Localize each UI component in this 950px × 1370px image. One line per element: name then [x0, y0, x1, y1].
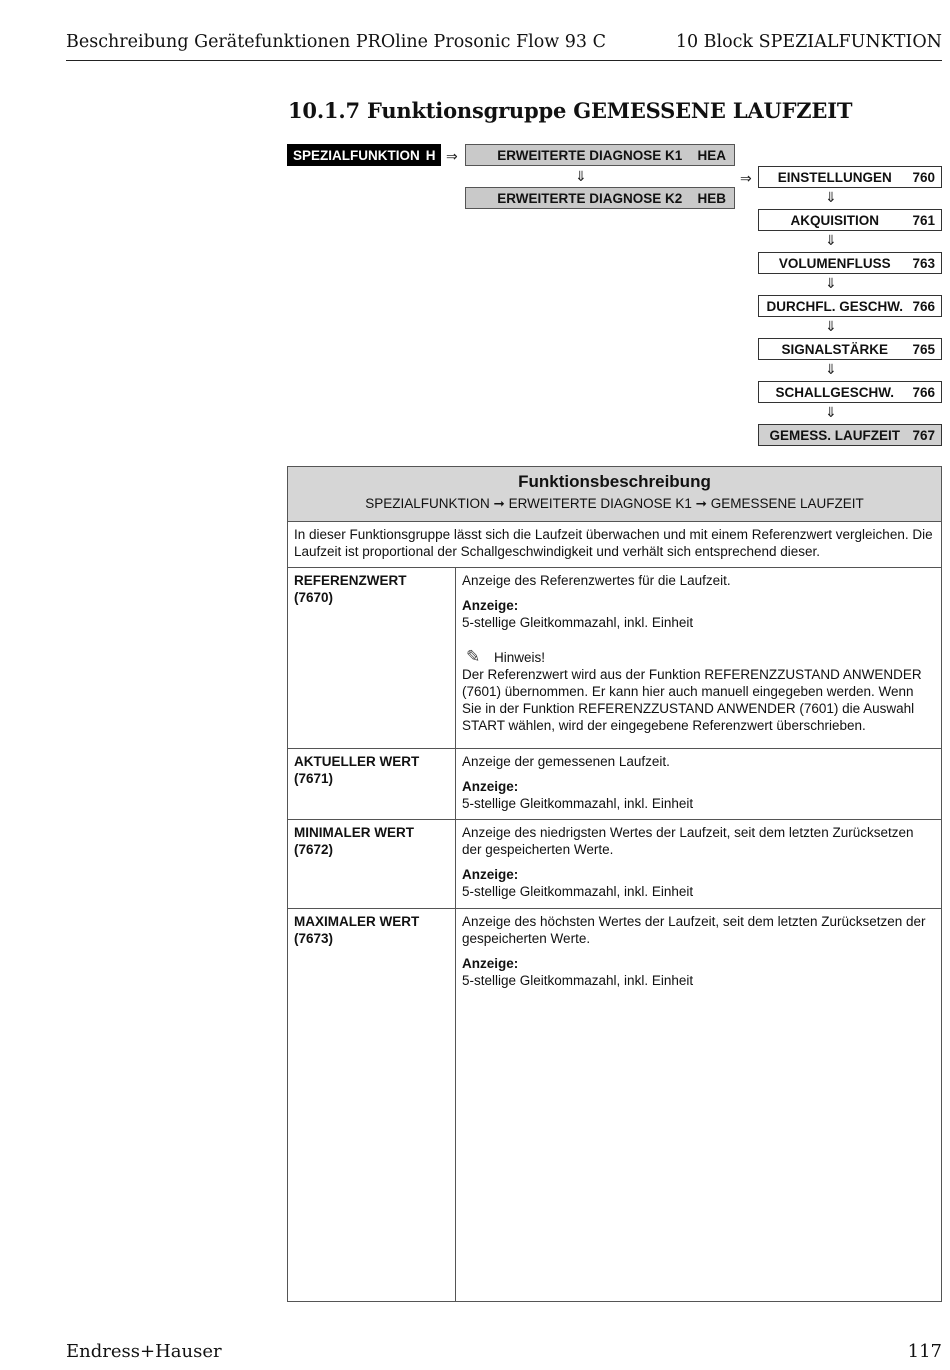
page-number: 117: [907, 1341, 942, 1362]
diagram-group-label: ERWEITERTE DIAGNOSE K2: [497, 190, 683, 206]
anzeige-value: 5-stellige Gleitkommazahl, inkl. Einheit: [462, 884, 694, 899]
function-name: MAXIMALER WERT: [294, 914, 420, 929]
anzeige-value: 5-stellige Gleitkommazahl, inkl. Einheit: [462, 973, 694, 988]
function-description-table: [287, 466, 942, 1302]
diagram-root-code: H: [425, 147, 436, 163]
table-title: Funktionsbeschreibung: [518, 472, 711, 491]
function-code: (7672): [294, 842, 334, 857]
diagram-group-code: HEA: [697, 147, 726, 163]
diagram-function-label: SIGNALSTÄRKE: [781, 341, 888, 357]
function-name-cell: [288, 909, 456, 1301]
diagram-function-box: [758, 295, 942, 317]
function-desc: Anzeige des niedrigsten Wertes der Laufzeit, seit dem letzten Zurücksetzen der gespeicherten Werte.: [462, 825, 914, 857]
table-row: [288, 820, 941, 909]
note-title: Hinweis!: [494, 650, 546, 665]
diagram-function-label: VOLUMENFLUSS: [778, 255, 891, 271]
running-header-chapter: 10 Block SPEZIALFUNKTION: [675, 32, 942, 52]
function-desc-cell: [456, 749, 941, 819]
note-text: Der Referenzwert wird aus der Funktion REFERENZZUSTAND ANWENDER (7601) übernommen. Er kann hier auch manuell eingegeben werden. Wenn Sie in der Funktion REFERENZZUSTAND ANWENDER (7601) die Auswahl START wählen, wird der eingegebene Referenzwert überschrieben.: [462, 667, 922, 733]
arrow-right-icon: ⇒: [446, 148, 458, 164]
diagram-function-code: 763: [912, 255, 935, 271]
footer-brand: Endress+Hauser: [66, 1341, 222, 1362]
diagram-function-label: EINSTELLUNGEN: [777, 169, 892, 185]
path-segment: ERWEITERTE DIAGNOSE K1: [508, 496, 692, 511]
diagram-root-box: [287, 144, 441, 166]
diagram-function-label: AKQUISITION: [790, 212, 879, 228]
diagram-function-label: DURCHFL. GESCHW.: [766, 298, 903, 314]
anzeige-label: Anzeige:: [462, 598, 519, 613]
diagram-function-code: 766: [912, 298, 935, 314]
diagram-function-code: 765: [912, 341, 935, 357]
anzeige-label: Anzeige:: [462, 779, 519, 794]
function-desc-cell: [456, 568, 941, 748]
table-path: [288, 496, 941, 512]
pencil-note-icon: ✎: [466, 647, 481, 666]
function-desc: Anzeige des Referenzwertes für die Laufzeit.: [462, 573, 731, 588]
table-row: [288, 749, 941, 820]
table-row: [288, 909, 941, 1301]
diagram-group-label: ERWEITERTE DIAGNOSE K1: [497, 147, 683, 163]
diagram-root-label: SPEZIALFUNKTION: [293, 147, 420, 163]
table-intro: In dieser Funktionsgruppe lässt sich die Laufzeit überwachen und mit einem Referenzwert vergleichen. Die Laufzeit ist proportional der Schallgeschwindigkeit und verhält sich entsprechend dieser.: [288, 522, 941, 568]
diagram-function-box: [758, 166, 942, 188]
diagram-function-box: [758, 338, 942, 360]
diagram-function-label: SCHALLGESCHW.: [775, 384, 894, 400]
path-segment: SPEZIALFUNKTION: [365, 496, 490, 511]
anzeige-label: Anzeige:: [462, 867, 519, 882]
section-title: 10.1.7 Funktionsgruppe GEMESSENE LAUFZEIT: [288, 98, 853, 123]
arrow-right-icon: ⇒: [740, 170, 752, 186]
function-desc: Anzeige des höchsten Wertes der Laufzeit, seit dem letzten Zurücksetzen der gespeicherten Werte.: [462, 914, 926, 946]
anzeige-label: Anzeige:: [462, 956, 519, 971]
diagram-function-box: [758, 252, 942, 274]
arrow-down-icon: ⇓: [825, 318, 837, 334]
function-name-cell: [288, 820, 456, 908]
function-desc: Anzeige der gemessenen Laufzeit.: [462, 754, 670, 769]
running-header-title: Beschreibung Gerätefunktionen PROline Prosonic Flow 93 C: [66, 32, 607, 52]
function-name-cell: [288, 749, 456, 819]
diagram-function-code: 760: [912, 169, 935, 185]
diagram-group-box: [465, 187, 735, 209]
path-segment: GEMESSENE LAUFZEIT: [710, 496, 864, 511]
diagram-function-code: 761: [912, 212, 935, 228]
header-rule: [66, 60, 942, 61]
arrow-down-icon: ⇓: [825, 275, 837, 291]
arrow-down-icon: ⇓: [825, 189, 837, 205]
diagram-function-box: [758, 381, 942, 403]
function-code: (7673): [294, 931, 334, 946]
function-name-cell: [288, 568, 456, 748]
diagram-group-code: HEB: [697, 190, 726, 206]
path-separator-icon: ➞: [493, 496, 505, 511]
diagram-function-code: 766: [912, 384, 935, 400]
arrow-down-icon: ⇓: [825, 404, 837, 420]
diagram-function-box: [758, 209, 942, 231]
function-name: AKTUELLER WERT: [294, 754, 420, 769]
diagram-function-box-current: [758, 424, 942, 446]
table-header: [288, 467, 941, 522]
function-desc-cell: [456, 820, 941, 908]
arrow-down-icon: ⇓: [825, 232, 837, 248]
function-code: (7670): [294, 590, 334, 605]
path-separator-icon: ➞: [695, 496, 707, 511]
anzeige-value: 5-stellige Gleitkommazahl, inkl. Einheit: [462, 796, 694, 811]
function-name: MINIMALER WERT: [294, 825, 414, 840]
diagram-function-code: 767: [912, 427, 935, 443]
anzeige-value: 5-stellige Gleitkommazahl, inkl. Einheit: [462, 615, 694, 630]
diagram-function-label: GEMESS. LAUFZEIT: [769, 427, 900, 443]
arrow-down-icon: ⇓: [575, 168, 587, 184]
function-name: REFERENZWERT: [294, 573, 407, 588]
diagram-group-box: [465, 144, 735, 166]
function-desc-cell: [456, 909, 941, 1301]
note-heading: [462, 648, 935, 666]
table-row: [288, 568, 941, 749]
arrow-down-icon: ⇓: [825, 361, 837, 377]
function-code: (7671): [294, 771, 334, 786]
